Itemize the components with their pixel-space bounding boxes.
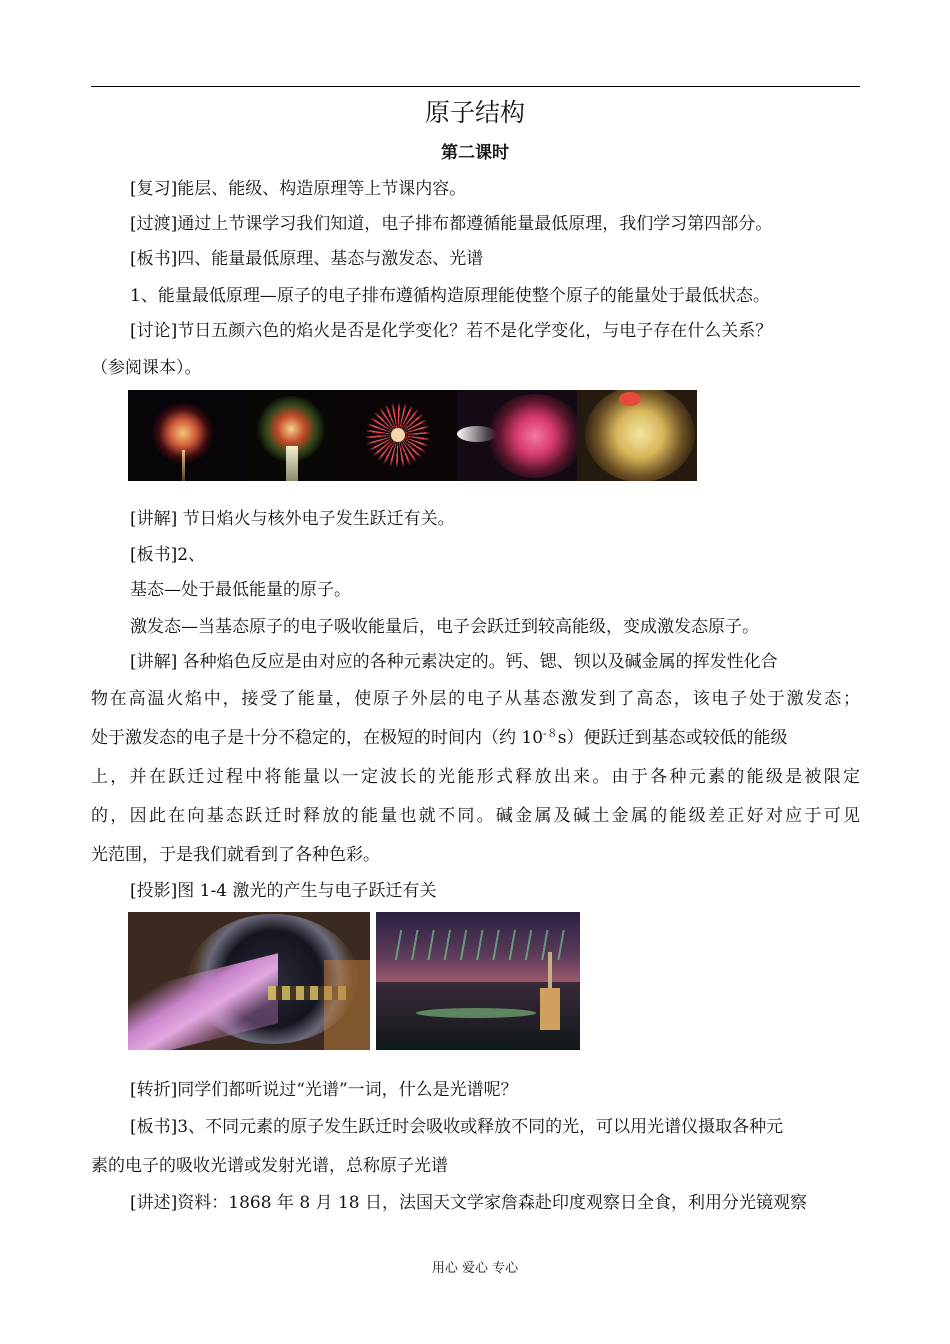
laser-photo-2 xyxy=(376,912,580,1050)
fireworks-photo-4 xyxy=(457,390,577,481)
paragraph-principle: 1、能量最低原理—原子的电子排布遵循构造原理能使整个原子的能量处于最低状态。 xyxy=(130,286,770,306)
page-footer: 用心 爱心 专心 xyxy=(431,1261,519,1276)
fireworks-photo-3 xyxy=(339,390,457,481)
paragraph-excited-state: 激发态—当基态原子的电子吸收能量后，电子会跃迁到较高能级，变成激发态原子。 xyxy=(130,617,759,637)
paragraph-explain-flame-3: 处于激发态的电子是十分不稳定的，在极短的时间内（约 $10^{-8}s$）便跃迁到基态或较低的能级 xyxy=(91,727,788,748)
fireworks-photo-5 xyxy=(577,390,697,481)
paragraph-transition: [过渡]通过上节课学习我们知道，电子排布都遵循能量最低原理，我们学习第四部分。 xyxy=(130,214,773,234)
paragraph-turn: [转折]同学们都听说过“光谱”一词，什么是光谱呢？ xyxy=(130,1080,518,1100)
paragraph-board-3-cont: 素的电子的吸收光谱或发射光谱，总称原子光谱 xyxy=(91,1156,448,1176)
paragraph-projection: [投影]图 1-4 激光的产生与电子跃迁有关 xyxy=(130,881,437,901)
exponent: -８ xyxy=(543,727,558,740)
fireworks-photo-2 xyxy=(246,390,339,481)
paragraph-narration: [讲述]资料：1868 年 8 月 18 日，法国天文学家詹森赴印度观察日全食，利用分光镜观察 xyxy=(130,1193,807,1213)
paragraph-review: [复习]能层、能级、构造原理等上节课内容。 xyxy=(130,179,467,199)
paragraph-discussion: [讨论]节日五颜六色的焰火是否是化学变化？若不是化学变化，与电子存在什么关系？ xyxy=(130,321,773,341)
paragraph-discussion-cont: （参阅课本）。 xyxy=(91,358,202,378)
paragraph-explain-fireworks: [讲解] 节日焰火与核外电子发生跃迁有关。 xyxy=(130,509,455,529)
paragraph-board-2: [板书]2、 xyxy=(130,545,206,565)
paragraph-explain-flame-1: [讲解] 各种焰色反应是由对应的各种元素决定的。钙、锶、钡以及碱金属的挥发性化合 xyxy=(130,652,778,672)
laser-photo-strip xyxy=(128,912,580,1050)
paragraph-ground-state: 基态—处于最低能量的原子。 xyxy=(130,580,351,600)
paragraph-explain-flame-4: 上，并在跃迁过程中将能量以一定波长的光能形式释放出来。由于各种元素的能级是被限定 xyxy=(91,767,860,787)
fireworks-photo-strip xyxy=(128,390,697,481)
fireworks-photo-1 xyxy=(128,390,246,481)
paragraph-board-3: [板书]3、不同元素的原子发生跃迁时会吸收或释放不同的光，可以用光谱仪摄取各种元 xyxy=(130,1117,784,1137)
paragraph-explain-flame-2: 物在高温火焰中，接受了能量，使原子外层的电子从基态激发到了高态，该电子处于激发态； xyxy=(91,689,860,709)
laser-photo-1 xyxy=(128,912,370,1050)
page-subtitle: 第二课时 xyxy=(441,143,509,163)
page-title: 原子结构 xyxy=(424,98,525,127)
paragraph-explain-flame-5: 的，因此在向基态跃迁时释放的能量也就不同。碱金属及碱土金属的能级差正好对应于可见 xyxy=(91,806,860,826)
header-rule xyxy=(91,86,860,87)
paragraph-explain-flame-6: 光范围，于是我们就看到了各种色彩。 xyxy=(91,845,380,865)
paragraph-board-4: [板书]四、能量最低原理、基态与激发态、光谱 xyxy=(130,249,484,269)
